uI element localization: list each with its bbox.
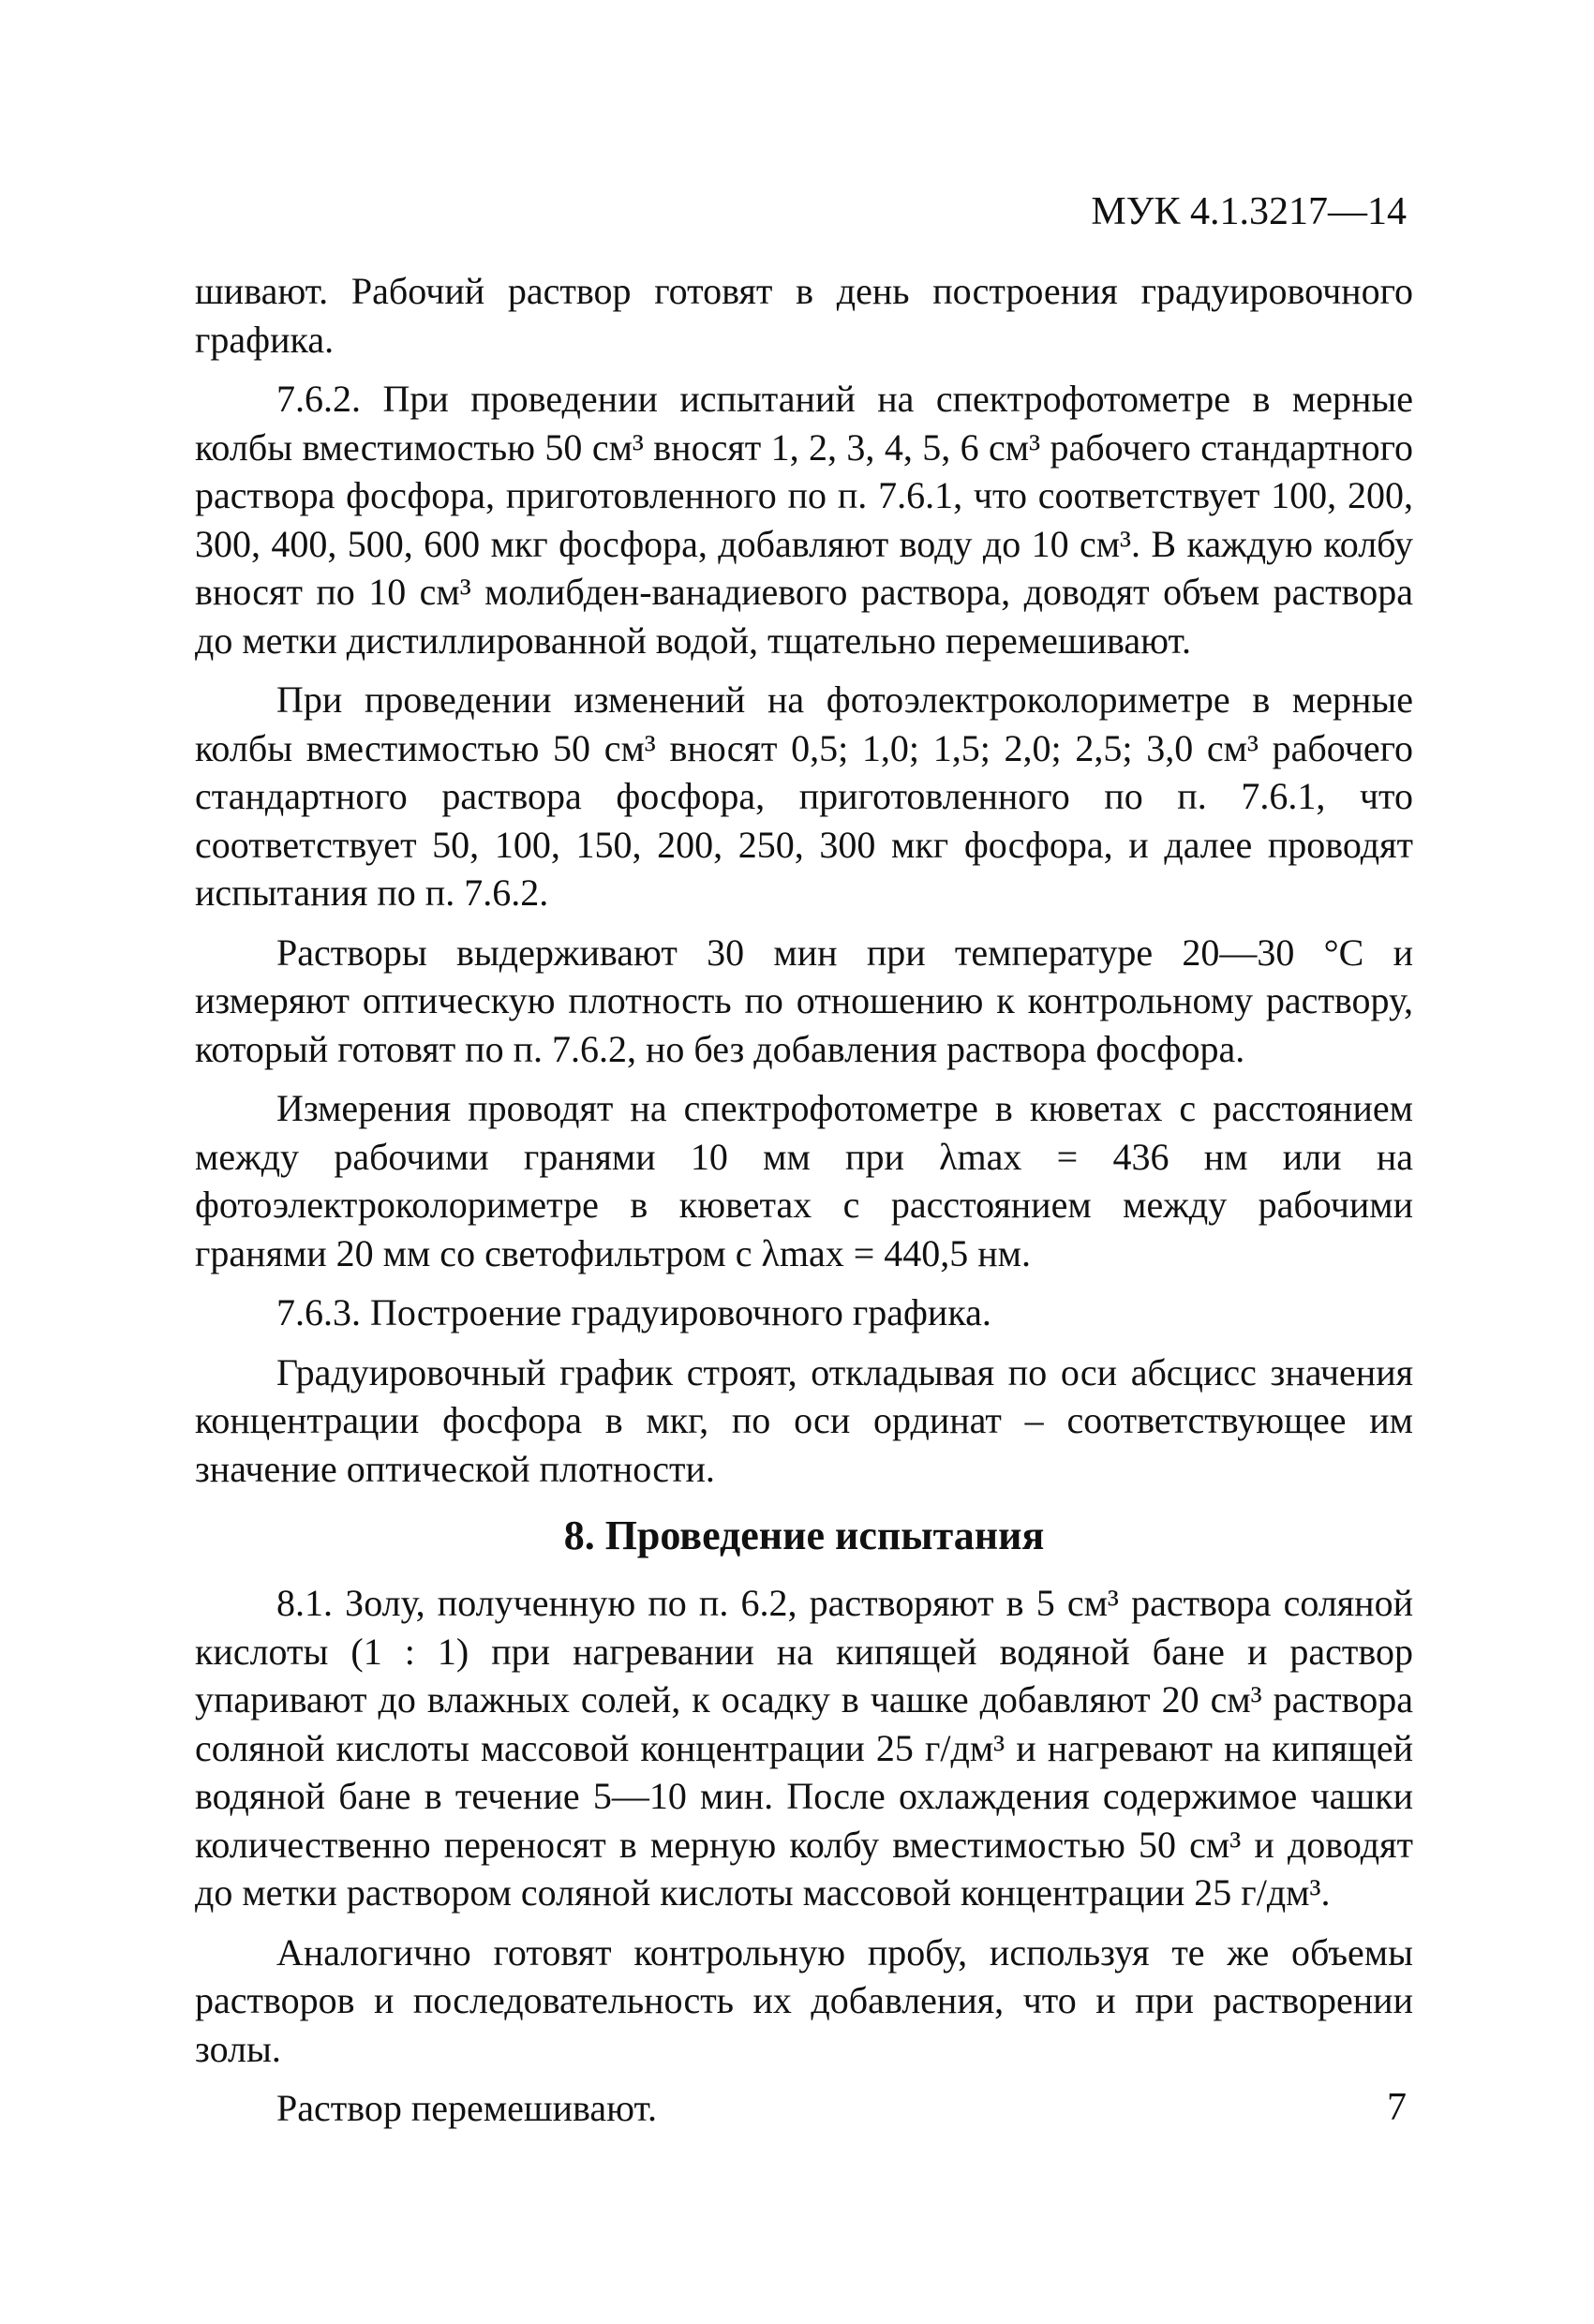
page-body [195,267,1413,2144]
paragraph-mixing: Раствор перемешивают. [276,2087,657,2129]
paragraph-photocolorimeter: При проведении изменений на фотоэлектроколориметре в мерные колбы вместимостью 50 см³ вносят 0,5; 1,0; 1,5; 2,0; 2,5; 3,0 см³ рабочего стандартного раствора фосфора, приготовленного по п. 7.6.1, что соответствует 50, 100, 150, 200, 250, 300 мкг фосфора, и далее проводят испытания по п. 7.6.2. [195,678,1413,914]
paragraph-8-1: 8.1. Золу, полученную по п. 6.2, растворяют в 5 см³ раствора соляной кислоты (1 : 1) при нагревании на кипящей водяной бане и раствор упаривают до влажных солей, к осадку в чашке добавляют 20 см³ раствора соляной кислоты массовой концентрации 25 г/дм³ и нагревают на кипящей водяной бане в течение 5—10 мин. После охлаждения содержимое чашки количественно переносят в мерную колбу вместимостью 50 см³ и доводят до метки раствором соляной кислоты массовой концентрации 25 г/дм³. [195,1582,1413,1914]
paragraph-continuation: шивают. Рабочий раствор готовят в день построения градуировочного графика. [195,270,1413,361]
document-code-header: МУК 4.1.3217—14 [1091,190,1407,233]
paragraph-control-sample: Аналогично готовят контрольную пробу, используя те же объемы растворов и последовательность их добавления, что и при растворении золы. [195,1930,1413,2070]
paragraph-calibration-graph: Градуировочный график строят, откладывая по оси абсцисс значения концентрации фосфора в мкг, по оси ординат – соответствующее им значение оптической плотности. [195,1350,1413,1490]
paragraph-7-6-3: 7.6.3. Построение градуировочного графика. [276,1291,991,1333]
section-title: 8. Проведение испытания [563,1512,1045,1558]
paragraph-exposure: Растворы выдерживают 30 мин при температуре 20—30 °С и измеряют оптическую плотность по отношению к контрольному раствору, который готовят по п. 7.6.2, но без добавления раствора фосфора. [195,931,1413,1070]
page-number: 7 [1387,2086,1407,2129]
paragraph-measurements: Измерения проводят на спектрофотометре в кюветах с расстоянием между рабочими гранями 10 мм при λmax = 436 нм или на фотоэлектроколориметре в кюветах с расстоянием между рабочими гранями 20 мм со светофильтром с λmax = 440,5 нм. [195,1087,1413,1274]
paragraph-7-6-2: 7.6.2. При проведении испытаний на спектрофотометре в мерные колбы вместимостью 50 см³ вносят 1, 2, 3, 4, 5, 6 см³ рабочего стандартного раствора фосфора, приготовленного по п. 7.6.1, что соответствует 100, 200, 300, 400, 500, 600 мкг фосфора, добавляют воду до 10 см³. В каждую колбу вносят по 10 см³ молибден-ванадиевого раствора, доводят объем раствора до метки дистиллированной водой, тщательно перемешивают. [195,378,1413,662]
